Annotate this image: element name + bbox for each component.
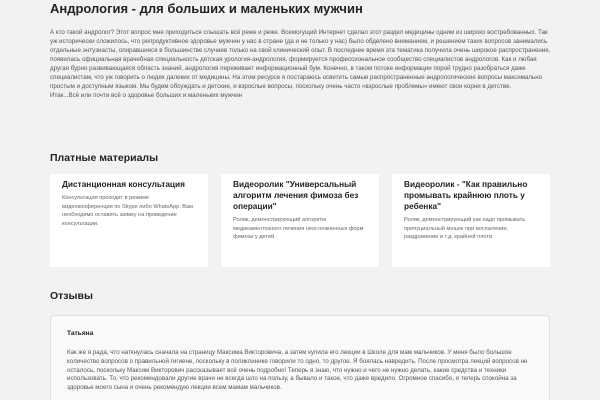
page-title: Андрология - для больших и маленьких мужчин bbox=[50, 1, 363, 16]
card-title[interactable]: Видеоролик "Универсальный алгоритм лечения фимоза без операции" bbox=[233, 179, 359, 211]
reviewer-name: Татьяна bbox=[67, 330, 94, 337]
card-title[interactable]: Видеоролик - "Как правильно промывать крайнюю плоть у ребенка" bbox=[404, 179, 528, 211]
product-card-phimosis-video[interactable] bbox=[221, 174, 379, 267]
paid-materials-list bbox=[50, 174, 550, 267]
intro-paragraph: Итак...Всё или почти всё о здоровье больших и маленьких мужчин bbox=[50, 92, 243, 99]
review-text: Как же я рада, что наткнулась сначала на страницу Максима Викторовича, а затем купила его лекции в Школе для мам мальчиков. У меня было большое количество вопросов о правильной гигиене, поскольку в поликлинике говорили то одно, то другое. Я боялась навредить. После просмотра лекций вопросов не осталось, поскольку Максим Викторович рассказывает всё очень подробно! Теперь я знаю, что нужно и чего не нужно делать, какие средства и техники использовать. То, что рекомендовали другие врачи не всегда шло на пользу, а бывало и такое, что даже вредило. Огромное спасибо, я теперь спокойна за здоровье моего сына и очень рекомендую лекции всем мамам мальчиков. bbox=[67, 349, 528, 392]
card-description: Ролик, демонстрирующий как надо промывать препуциальный мешок при воспалении, раздражении и т.д. крайней плоти. bbox=[404, 217, 526, 240]
reviews-heading: Отзывы bbox=[50, 290, 93, 302]
review-card bbox=[50, 315, 550, 400]
intro-text bbox=[50, 28, 555, 100]
card-title[interactable]: Дистанционная консультация bbox=[62, 179, 185, 189]
intro-paragraph: А кто такой андролог? Этот вопрос мне приходиться слышать всё реже и реже. Всемогущий Интернет сделал этот раздел медицины одним из широко востребованных. Так уж исторически сложилось, что репродуктивное здоровье мужчин у нас в стране (да и не только у нас) было обделено вниманием, и решением таких вопросов занимались отдельные энтузиасты, опиравшиеся в большинстве случаев только на свой клинический опыт. В последнее время эта тематика получила очень широкое распространение, появилась официальная врачебная специальность детская урология-андрология, формируется профессиональное сообщество специалистов андрологов. Как и любая другая бурно развивающаяся область знаний, андрология переживает информационный бум. Конечно, в таком потоке информации порой трудно разобраться даже специалистам, что уж говорить о людях далеких от медицины. На этом ресурсе я постараюсь осветить самые распространенные андрологические вопросы максимально простым и доступным языком. Мы будем обсуждать и детские, и взрослые вопросы, поскольку очень часто «взрослые проблемы» имеют свои корни в детстве. bbox=[50, 29, 551, 90]
product-card-hygiene-video[interactable] bbox=[392, 174, 550, 267]
product-card-consultation[interactable] bbox=[50, 174, 208, 267]
card-description: Консультация проходит в режиме видеоконференции по Skype либо WhatsApp. Вам необходимо оставить заявку на проведение консультации. bbox=[62, 195, 193, 227]
card-description: Ролик, демонстрирующий алгоритм медикаментозного лечения неосложненных форм фимоза у детей. bbox=[233, 217, 364, 240]
paid-materials-heading: Платные материалы bbox=[50, 152, 159, 164]
